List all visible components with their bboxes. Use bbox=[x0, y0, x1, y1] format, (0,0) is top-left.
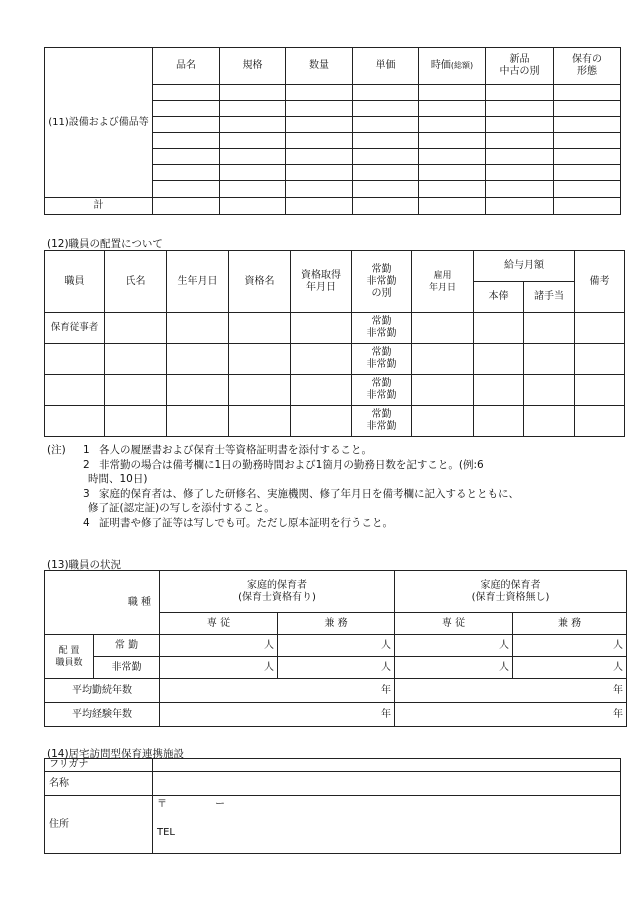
facility-address-cell bbox=[153, 796, 621, 854]
header-market-value: 時価(総額) bbox=[419, 48, 486, 85]
header-spec: 規格 bbox=[220, 48, 286, 85]
tel-label: TEL bbox=[157, 827, 175, 838]
header-unit-price: 単価 bbox=[353, 48, 419, 85]
facility-name-label: 名称 bbox=[45, 772, 153, 796]
employment-type-cell: 常勤 非常勤 bbox=[352, 313, 412, 344]
concurrent-header: 兼 務 bbox=[513, 613, 627, 635]
facility-table bbox=[44, 758, 621, 854]
header-employment-type: 常勤 非常勤 の別 bbox=[352, 251, 412, 313]
parttime-label: 非常勤 bbox=[94, 657, 160, 679]
staff-table bbox=[44, 250, 625, 437]
furigana-label: フリガナ bbox=[45, 759, 153, 772]
header-qualification-date: 資格取得 年月日 bbox=[291, 251, 352, 313]
equipment-total-label: 計 bbox=[45, 198, 153, 215]
unqualified-header: 家庭的保育者 (保育士資格無し) bbox=[395, 571, 627, 613]
equipment-row-label: (11)設備および備品等 bbox=[45, 48, 153, 198]
fulltime-label: 常 勤 bbox=[94, 635, 160, 657]
status-section-title: (13)職員の状況 bbox=[47, 559, 122, 571]
dedicated-header: 専 従 bbox=[160, 613, 278, 635]
header-allowance: 諸手当 bbox=[524, 282, 575, 313]
dedicated-header: 専 従 bbox=[395, 613, 513, 635]
avg-service-label: 平均勤続年数 bbox=[45, 679, 160, 703]
qualified-header: 家庭的保育者 (保育士資格有り) bbox=[160, 571, 395, 613]
note-text-cont: 修了証(認定証)の写しを添付すること。 bbox=[88, 502, 275, 514]
facility-address-label: 住所 bbox=[45, 796, 153, 854]
note-text-cont: 時間、10日) bbox=[88, 473, 148, 485]
header-new-used: 新品 中古の別 bbox=[486, 48, 554, 85]
notes: (注) 1 各人の履歴書および保育士等資格証明書を添付すること。 2 非常勤の場合は備考欄に1日の勤務時間および1箇月の勤務日数を記すこと。(例:6 時間、10日) 3 家庭的保育者は、修了した研修名、実施機関、修了年月日を備考欄に記入するとともに、 修了証(認定証)の写しを添付すること。 4 証明書や修了証等は写しでも可。ただし原本証明を行うこと。 bbox=[47, 443, 617, 530]
employment-type-cell: 常勤 非常勤 bbox=[352, 375, 412, 406]
allocated-staff-label: 配 置 職員数 bbox=[45, 635, 94, 679]
staff-role-cell: 保育従事者 bbox=[45, 313, 105, 344]
postal-dash: ー bbox=[215, 799, 225, 810]
header-hire-date: 雇用 年月日 bbox=[412, 251, 474, 313]
header-remarks: 備考 bbox=[575, 251, 625, 313]
note-text: 証明書や修了証等は写しでも可。ただし原本証明を行うこと。 bbox=[99, 516, 393, 529]
job-type-label: 職 種 bbox=[45, 571, 160, 635]
note-text: 家庭的保育者は、修了した研修名、実施機関、修了年月日を備考欄に記入するとともに、 bbox=[99, 487, 519, 500]
header-base-pay: 本俸 bbox=[474, 282, 524, 313]
header-quantity: 数量 bbox=[286, 48, 353, 85]
concurrent-header: 兼 務 bbox=[278, 613, 395, 635]
facility-section-title: (14)居宅訪問型保育連携施設 bbox=[47, 748, 185, 760]
employment-type-cell: 常勤 非常勤 bbox=[352, 406, 412, 437]
header-role: 職員 bbox=[45, 251, 105, 313]
notes-label: (注) bbox=[47, 444, 66, 456]
note-text: 各人の履歴書および保育士等資格証明書を添付すること。 bbox=[99, 444, 372, 456]
header-ownership: 保有の 形態 bbox=[554, 48, 621, 85]
header-monthly-salary: 給与月額 bbox=[474, 251, 575, 282]
header-name: 氏名 bbox=[105, 251, 167, 313]
avg-experience-label: 平均経験年数 bbox=[45, 703, 160, 727]
staff-section-title: (12)職員の配置について bbox=[47, 238, 163, 250]
header-item-name: 品名 bbox=[153, 48, 220, 85]
header-qualification: 資格名 bbox=[229, 251, 291, 313]
status-table: 職 種 家庭的保育者 (保育士資格有り) 家庭的保育者 (保育士資格無し) 専 従 兼 務 専 従 兼 務 配 置 職員数 常 勤 人 人 人 人 非常勤 人 人 人 人 平均勤続年数 年 年 平均経験年数 年 年 bbox=[44, 570, 627, 727]
employment-type-cell: 常勤 非常勤 bbox=[352, 344, 412, 375]
note-text: 非常勤の場合は備考欄に1日の勤務時間および1箇月の勤務日数を記すこと。(例:6 bbox=[99, 458, 484, 471]
postal-mark: 〒 bbox=[157, 799, 167, 810]
equipment-table bbox=[44, 47, 621, 215]
header-birthdate: 生年月日 bbox=[167, 251, 229, 313]
